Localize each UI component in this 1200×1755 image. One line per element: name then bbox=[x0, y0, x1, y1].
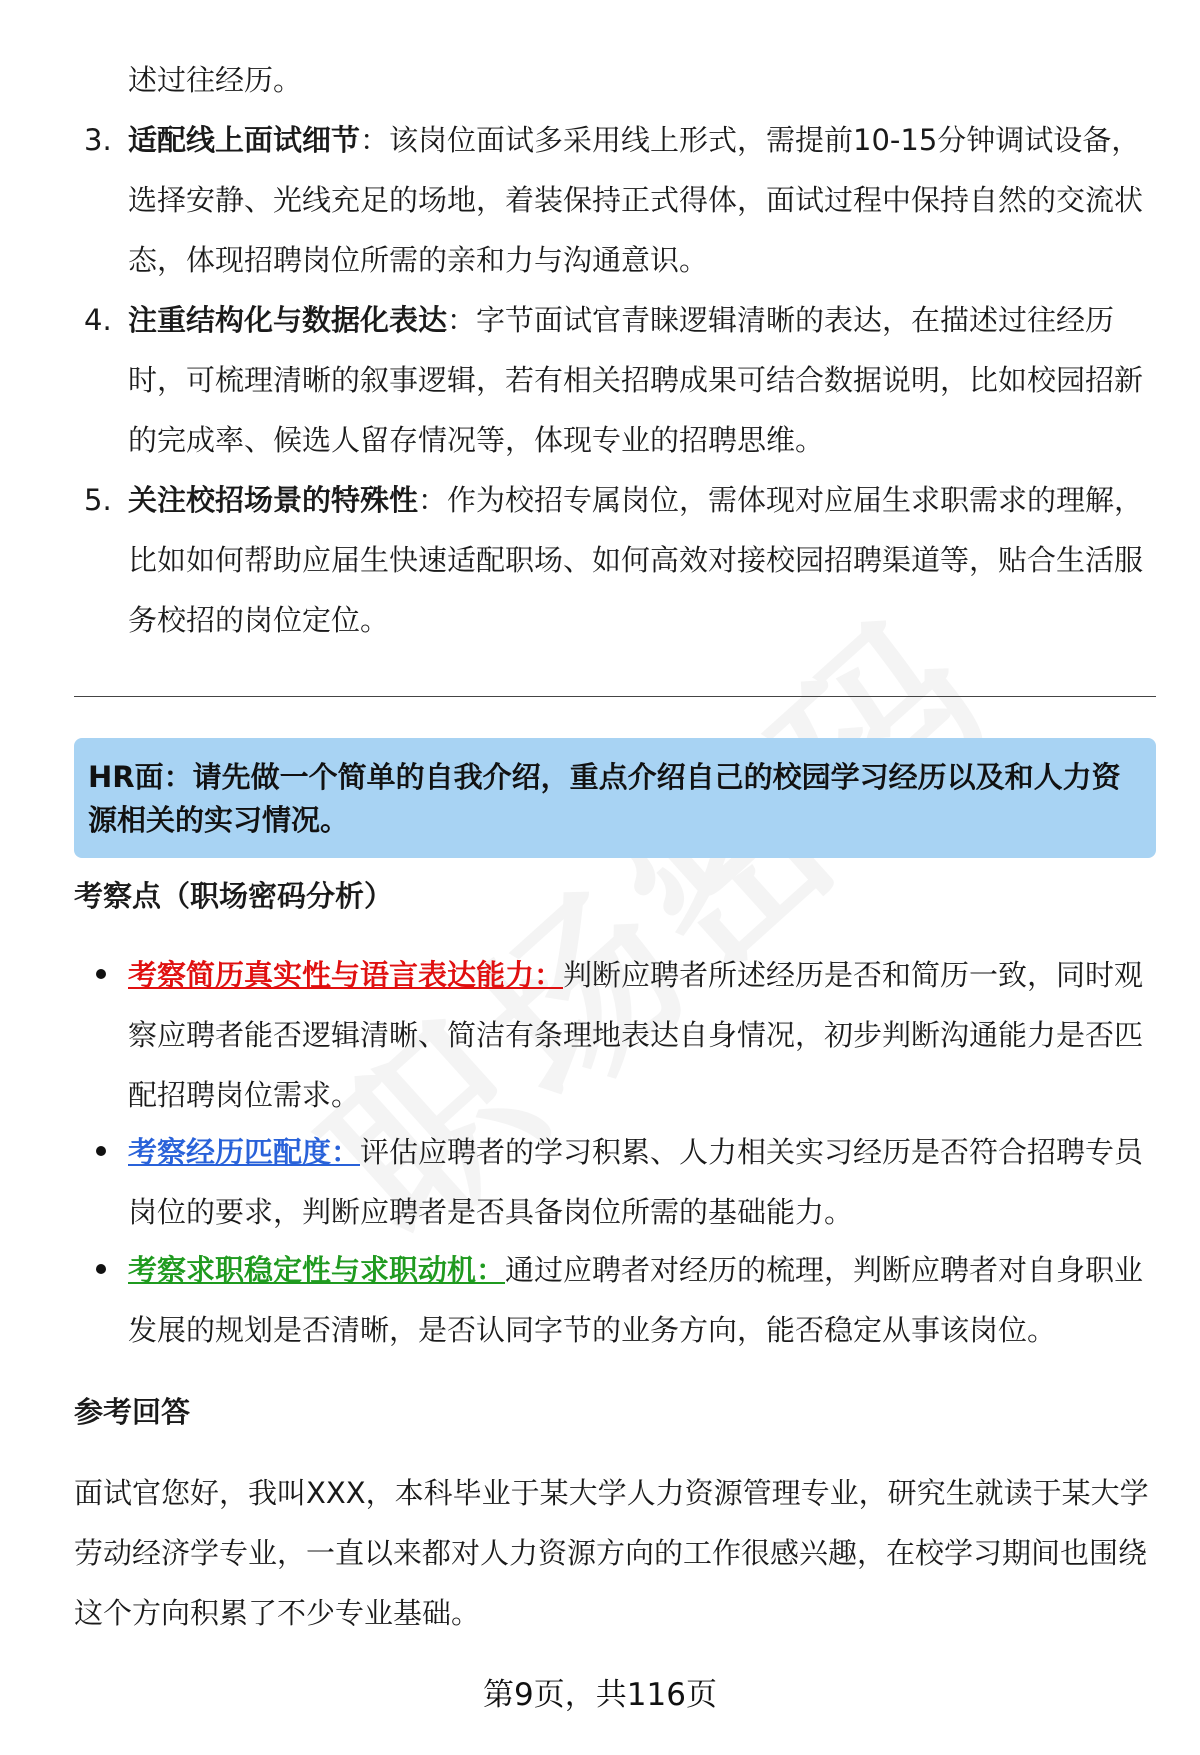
question-box: HR面：请先做一个简单的自我介绍，重点介绍自己的校园学习经历以及和人力资源相关的实习情况。 bbox=[74, 738, 1156, 858]
analysis-point bbox=[96, 1240, 1146, 1360]
page-number: 第9页，共116页 bbox=[483, 1677, 717, 1713]
list-item bbox=[84, 470, 1144, 650]
analysis-point bbox=[96, 1122, 1146, 1242]
analysis-point-text: 通过应聘者对经历的梳理，判断应聘者对自身职业发展的规划是否清晰，是否认同字节的业务方向，能否稳定从事该岗位。 bbox=[128, 1253, 1144, 1347]
analysis-point bbox=[96, 945, 1146, 1125]
bullet-icon bbox=[96, 969, 106, 979]
analysis-point-label: 考察简历真实性与语言表达能力： bbox=[128, 958, 564, 992]
analysis-point-text: 评估应聘者的学习积累、人力相关实习经历是否符合招聘专员岗位的要求，判断应聘者是否具备岗位所需的基础能力。 bbox=[128, 1135, 1144, 1229]
list-number: 3. bbox=[84, 123, 112, 157]
reference-answer: 面试官您好，我叫XXX，本科毕业于某大学人力资源管理专业，研究生就读于某大学劳动经济学专业，一直以来都对人力资源方向的工作很感兴趣，在校学习期间也围绕这个方向积累了不少专业基础。 bbox=[74, 1476, 1149, 1630]
list-item-text: ：该岗位面试多采用线上形式，需提前10-15分钟调试设备，选择安静、光线充足的场地，着装保持正式得体，面试过程中保持自然的交流状态，体现招聘岗位所需的亲和力与沟通意识。 bbox=[128, 123, 1144, 277]
list-number: 4. bbox=[84, 303, 112, 337]
analysis-point-text: 判断应聘者所述经历是否和简历一致，同时观察应聘者能否逻辑清晰、简洁有条理地表达自身情况，初步判断沟通能力是否匹配招聘岗位需求。 bbox=[128, 958, 1144, 1112]
bullet-icon bbox=[96, 1264, 106, 1274]
section-divider bbox=[74, 696, 1156, 697]
list-item-title: 关注校招场景的特殊性 bbox=[128, 483, 419, 517]
list-number: 5. bbox=[84, 483, 112, 517]
analysis-heading: 考察点（职场密码分析） bbox=[74, 879, 394, 913]
analysis-point-label: 考察经历匹配度： bbox=[128, 1135, 361, 1169]
analysis-point-label: 考察求职稳定性与求职动机： bbox=[128, 1253, 506, 1287]
list-item-title: 适配线上面试细节 bbox=[128, 123, 361, 157]
list-item bbox=[84, 290, 1144, 470]
list-item-title: 注重结构化与数据化表达 bbox=[128, 303, 448, 337]
list-item-text: ：作为校招专属岗位，需体现对应届生求职需求的理解，比如如何帮助应届生快速适配职场、如何高效对接校园招聘渠道等，贴合生活服务校招的岗位定位。 bbox=[128, 483, 1144, 637]
list-item-text: ：字节面试官青睐逻辑清晰的表达，在描述过往经历时，可梳理清晰的叙事逻辑，若有相关招聘成果可结合数据说明，比如校园招新的完成率、候选人留存情况等，体现专业的招聘思维。 bbox=[128, 303, 1144, 457]
bullet-icon bbox=[96, 1146, 106, 1156]
reference-heading: 参考回答 bbox=[74, 1395, 191, 1429]
list-item bbox=[84, 110, 1144, 290]
prev-item-tail: 述过往经历。 bbox=[128, 63, 303, 97]
